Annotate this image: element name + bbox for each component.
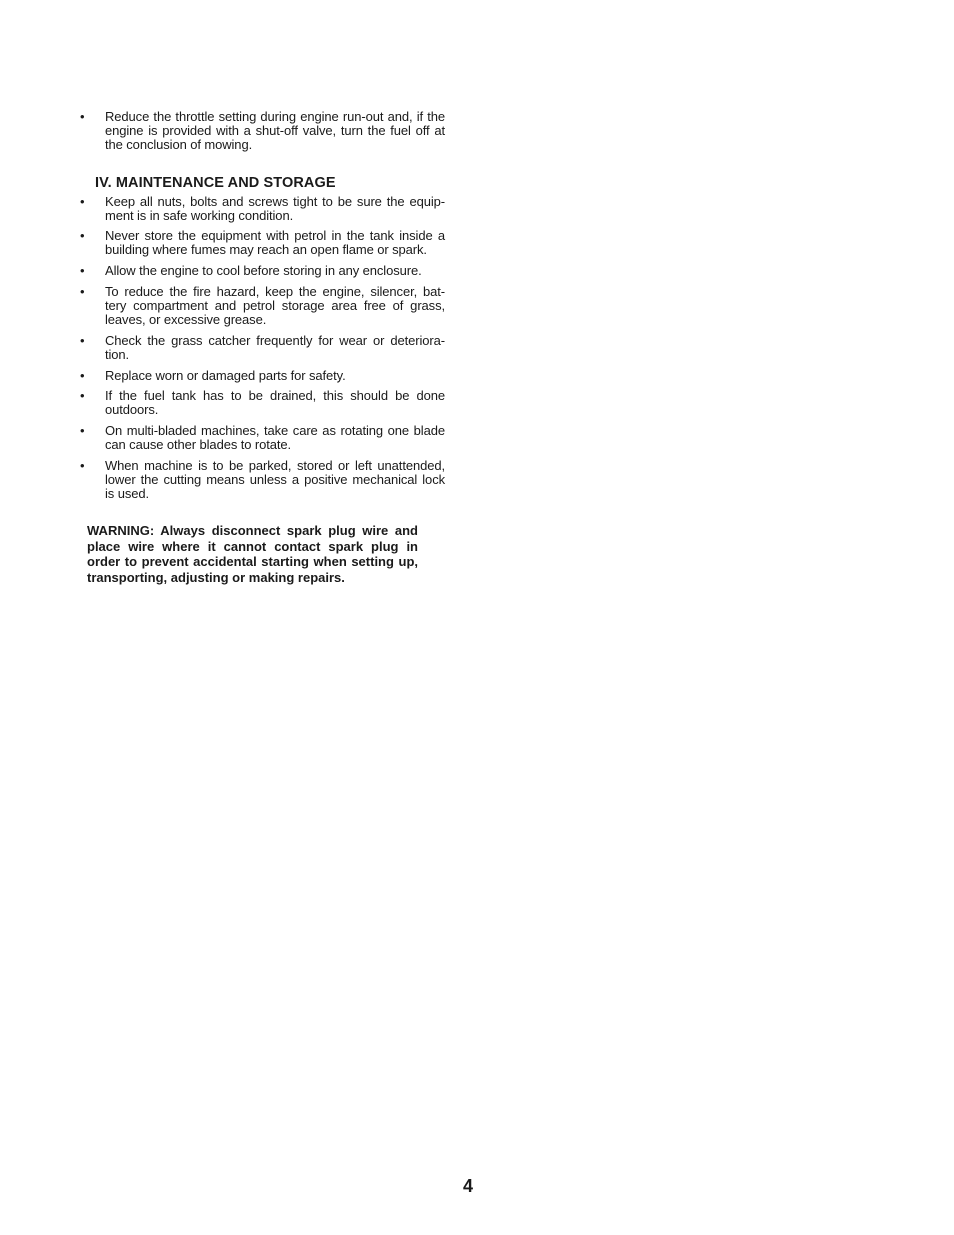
list-item-text: On multi-bladed machines, take care as rotating one blade can cause other blades to rotate. <box>105 423 445 452</box>
list-item-text: Never store the equipment with petrol in the tank inside a building where fumes may reach an open flame or spark. <box>105 228 445 257</box>
bullet-icon: • <box>80 284 85 299</box>
list-item-text: Replace worn or damaged parts for safety. <box>105 368 346 383</box>
list-item-text: Reduce the throttle setting during engine run-out and, if the engine is provided with a shut-off valve, turn the fuel off at the conclusion of mowing. <box>105 109 445 152</box>
bullet-icon: • <box>80 228 85 243</box>
warning-text: WARNING: Always disconnect spark plug wire and place wire where it cannot contact spark plug in order to prevent accidental starting when setting up, transporting, adjusting or making repairs. <box>87 523 418 585</box>
bullet-icon: • <box>80 109 85 124</box>
section-heading: IV. MAINTENANCE AND STORAGE <box>95 175 336 191</box>
page-number: 4 <box>463 1176 474 1196</box>
bullet-icon: • <box>80 263 85 278</box>
bullet-icon: • <box>80 423 85 438</box>
bullet-icon: • <box>80 333 85 348</box>
bullet-icon: • <box>80 368 85 383</box>
list-item-text: Keep all nuts, bolts and screws tight to be sure the equip- ment is in safe working condition. <box>105 194 445 223</box>
bullet-icon: • <box>80 458 85 473</box>
bullet-icon: • <box>80 388 85 403</box>
list-item-text: When machine is to be parked, stored or left unattended, lower the cutting means unless a positive mechanical lock is used. <box>105 458 445 501</box>
list-item-text: Allow the engine to cool before storing in any enclosure. <box>105 263 422 278</box>
list-item-text: If the fuel tank has to be drained, this should be done outdoors. <box>105 388 445 417</box>
list-item-text: Check the grass catcher frequently for wear or deteriora- tion. <box>105 333 445 362</box>
bullet-icon: • <box>80 194 85 209</box>
list-item-text: To reduce the fire hazard, keep the engine, silencer, bat- tery compartment and petrol storage area free of grass, leaves, or excessive grease. <box>105 284 445 327</box>
